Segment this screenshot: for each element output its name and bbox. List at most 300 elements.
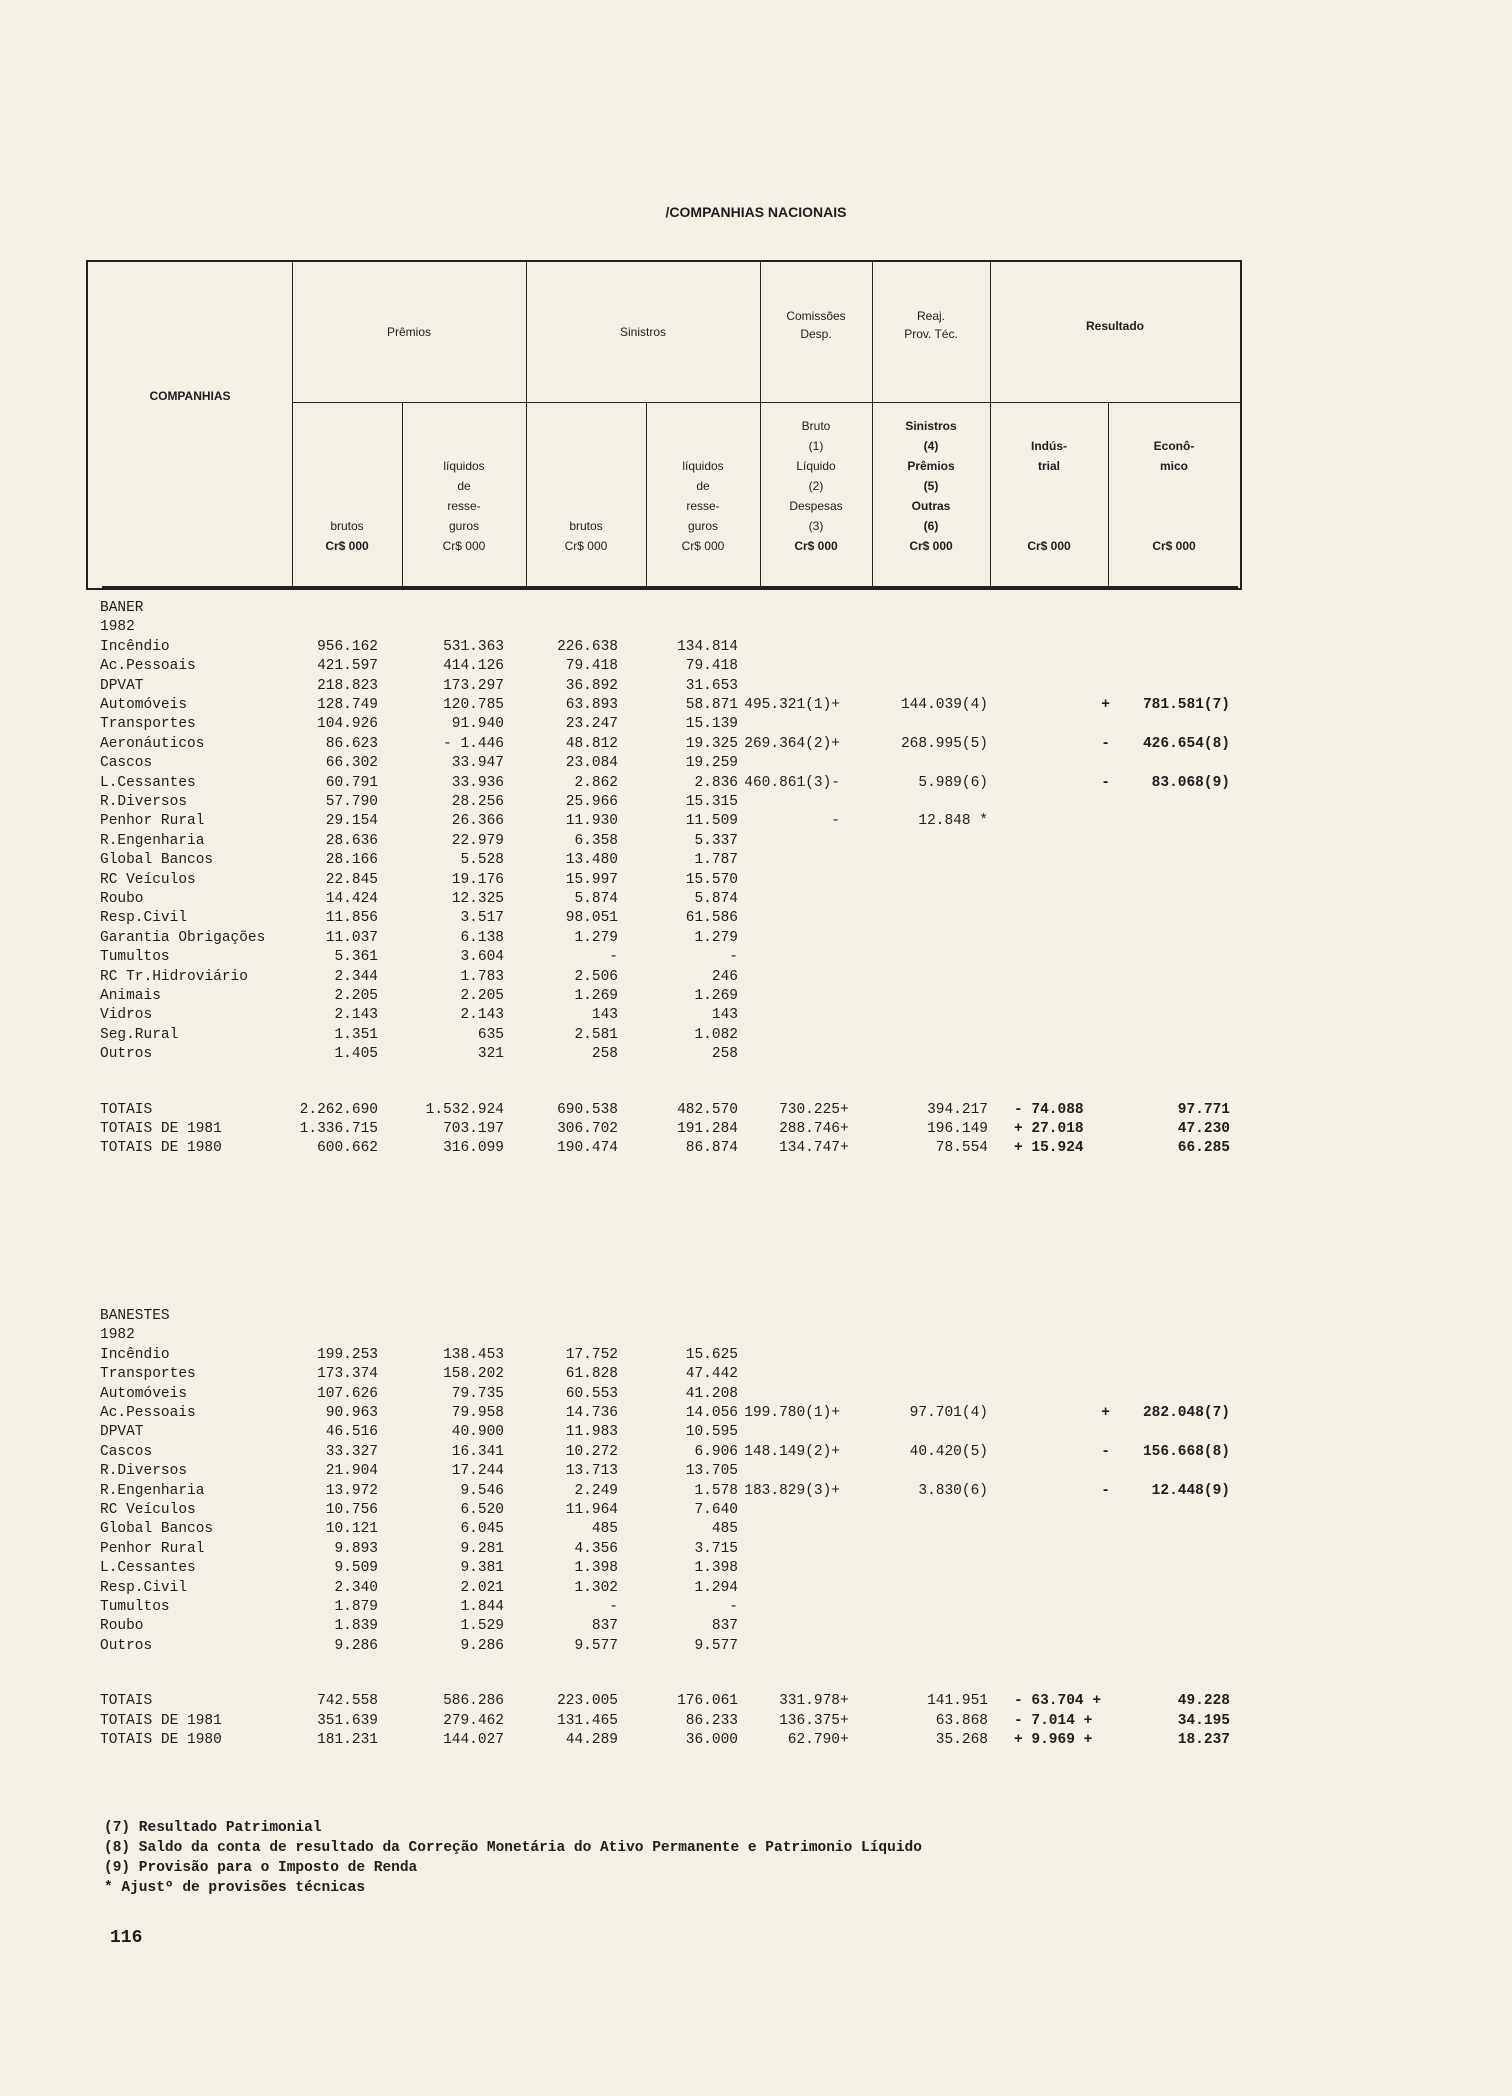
cell: 104.926 <box>317 716 378 733</box>
cell: 1.844 <box>460 1599 504 1615</box>
cell: 107.626 <box>317 1385 378 1402</box>
cell: 226.638 <box>557 638 618 655</box>
table-row <box>0 753 1512 773</box>
cell: 131.465 <box>557 1712 618 1729</box>
cell: 9.893 <box>334 1540 378 1557</box>
bruto-unit: Cr$ 000 <box>794 539 838 553</box>
cell: 16.341 <box>451 1443 504 1460</box>
line-name: Automóveis <box>100 1385 188 1402</box>
cell: 63.893 <box>565 697 618 713</box>
cell: 421.597 <box>317 658 378 675</box>
resultado-industrial: + 9.969 + <box>1014 1732 1093 1748</box>
cell: 6.045 <box>460 1521 504 1538</box>
cell: 1.279 <box>574 929 618 946</box>
sign: + <box>840 1140 849 1157</box>
line-name: Ac.Pessoais <box>100 658 196 675</box>
premios-brutos-label: brutos <box>330 519 364 533</box>
line-name: Seg.Rural <box>100 1026 179 1043</box>
cell: 191.284 <box>677 1121 738 1137</box>
cell: 19.176 <box>451 871 504 888</box>
cell: 143 <box>711 1007 738 1024</box>
cell: 40.900 <box>451 1424 504 1441</box>
cell: 3.715 <box>694 1540 738 1557</box>
table-row <box>0 850 1512 870</box>
sin-label-6: (6) <box>923 519 939 533</box>
cell: 268.995(5) <box>900 735 988 752</box>
cell: 482.570 <box>677 1101 738 1118</box>
cell: 2.205 <box>334 988 378 1004</box>
cell: 1.269 <box>574 988 618 1004</box>
cell: 156.668(8) <box>1142 1443 1230 1460</box>
cell: 2.344 <box>334 968 378 985</box>
table-row <box>0 1616 1512 1636</box>
line-name: Resp.Civil <box>100 1579 188 1596</box>
cell: 28.166 <box>325 852 378 869</box>
economico-label: Econô- mico <box>1153 439 1195 473</box>
cell: 485 <box>711 1521 738 1538</box>
cell: 23.084 <box>565 755 618 772</box>
cell: 2.143 <box>460 1007 504 1024</box>
cell: - 1.446 <box>443 735 504 752</box>
table-row <box>0 928 1512 948</box>
cell: 531.363 <box>443 638 504 655</box>
sin-label-4: (5) <box>923 479 939 493</box>
cell: 33.936 <box>451 774 504 791</box>
cell: 120.785 <box>443 697 504 713</box>
cell: 414.126 <box>443 658 504 675</box>
cell: 9.577 <box>574 1637 618 1654</box>
cell: 10.756 <box>325 1502 378 1518</box>
cell: 837 <box>711 1618 738 1635</box>
line-name: DPVAT <box>100 677 144 694</box>
cell: 2.836 <box>694 774 738 791</box>
totals-label: TOTAIS DE 1980 <box>100 1732 222 1748</box>
cell: 25.966 <box>565 794 618 810</box>
cell: 15.625 <box>685 1346 738 1363</box>
totals-row <box>0 1100 1512 1120</box>
cell: - <box>609 1599 618 1615</box>
line-name: Outros <box>100 1046 153 1063</box>
line-name: R.Engenharia <box>100 832 205 849</box>
industrial-label: Indús- trial <box>1031 439 1067 473</box>
cell: 9.286 <box>460 1637 504 1654</box>
cell: 781.581(7) <box>1142 697 1230 713</box>
cell: 394.217 <box>927 1101 988 1118</box>
table-row <box>0 1539 1512 1559</box>
cell: 3.830(6) <box>918 1482 988 1499</box>
premios-liquidos-label-1: líquidos <box>443 459 485 473</box>
cell: 86.233 <box>685 1712 738 1729</box>
cell: + <box>1101 697 1110 713</box>
bruto-label-1: Bruto <box>801 419 831 433</box>
cell: 2.262.690 <box>299 1101 378 1118</box>
cell: 79.735 <box>451 1385 504 1402</box>
cell: 600.662 <box>317 1140 378 1157</box>
table-row <box>0 1044 1512 1064</box>
table-row <box>0 1442 1512 1462</box>
cell: 11.964 <box>565 1502 618 1518</box>
cell: 44.289 <box>565 1732 618 1748</box>
cell: 13.713 <box>565 1463 618 1480</box>
cell: 6.138 <box>460 929 504 946</box>
cell: - <box>1101 1482 1110 1499</box>
cell: 1.269 <box>694 988 738 1004</box>
resultado-industrial: - 74.088 <box>1014 1101 1084 1118</box>
cell: 181.231 <box>317 1732 378 1748</box>
cell: 730.225 <box>779 1101 840 1118</box>
cell: 15.997 <box>565 871 618 888</box>
cell: 136.375 <box>779 1712 840 1729</box>
resultado-economico: 97.771 <box>1177 1101 1230 1118</box>
sinistros-brutos-unit: Cr$ 000 <box>564 539 608 553</box>
cell: 79.958 <box>451 1405 504 1421</box>
cell: 13.705 <box>685 1463 738 1480</box>
line-name: Tumultos <box>100 949 170 966</box>
sinistros-liquidos-label-4: guros <box>687 519 719 533</box>
resultado-economico: 47.230 <box>1177 1121 1230 1137</box>
cell: 196.149 <box>927 1121 988 1137</box>
cell: 5.337 <box>694 832 738 849</box>
premios-liquidos-label-4: guros <box>448 519 480 533</box>
cell: + <box>1101 1405 1110 1421</box>
table-row <box>0 831 1512 851</box>
cell: 279.462 <box>443 1712 504 1729</box>
line-name: DPVAT <box>100 1424 144 1441</box>
cell: 15.139 <box>685 716 738 733</box>
cell: 10.121 <box>325 1521 378 1538</box>
table-row <box>0 1500 1512 1520</box>
cell: 321 <box>477 1046 504 1063</box>
table-row <box>0 714 1512 734</box>
bruto-label-6: (3) <box>808 519 824 533</box>
table-row <box>0 1384 1512 1404</box>
cell: 11.037 <box>325 929 378 946</box>
cell: 19.259 <box>685 755 738 772</box>
cell: 158.202 <box>443 1366 504 1383</box>
cell: 40.420(5) <box>909 1443 988 1460</box>
cell: - <box>1101 1443 1110 1460</box>
cell: 91.940 <box>451 716 504 733</box>
table-row <box>0 889 1512 909</box>
cell: 33.327 <box>325 1443 378 1460</box>
cell: 46.516 <box>325 1424 378 1441</box>
totals-row <box>0 1711 1512 1731</box>
table-row <box>0 1461 1512 1481</box>
footnote: * Ajustº de provisões técnicas <box>104 1880 366 1896</box>
company-name: BANER <box>100 600 144 616</box>
section-company-name <box>0 1306 1512 1326</box>
premios-brutos-unit: Cr$ 000 <box>325 539 369 553</box>
company-name: BANESTES <box>100 1308 170 1324</box>
desp-header: Desp. <box>800 327 832 341</box>
table-row <box>0 1636 1512 1656</box>
cell: 2.506 <box>574 968 618 985</box>
cell: 12.325 <box>451 891 504 907</box>
table-header <box>86 260 1242 590</box>
totals-label: TOTAIS DE 1981 <box>100 1712 222 1729</box>
line-name: Ac.Pessoais <box>100 1405 196 1421</box>
resultado-economico: 34.195 <box>1177 1712 1230 1729</box>
cell: 97.701(4) <box>909 1405 988 1421</box>
sinistros-brutos-label: brutos <box>569 519 603 533</box>
cell: - <box>1101 735 1110 752</box>
cell: 144.039(4) <box>900 697 988 713</box>
sin-unit: Cr$ 000 <box>909 539 953 553</box>
cell: 17.244 <box>451 1463 504 1480</box>
cell: 33.947 <box>451 755 504 772</box>
cell: 60.553 <box>565 1385 618 1402</box>
cell: 316.099 <box>443 1140 504 1157</box>
cell: 176.061 <box>677 1693 738 1710</box>
line-name: Incêndio <box>100 1346 170 1363</box>
cell: 1.879 <box>334 1599 378 1615</box>
totals-label: TOTAIS DE 1980 <box>100 1140 222 1157</box>
cell: 134.747 <box>779 1140 840 1157</box>
cell: 15.570 <box>685 871 738 888</box>
cell: 269.364(2)+ <box>744 735 840 752</box>
cell: - <box>729 949 738 966</box>
line-name: Cascos <box>100 1443 153 1460</box>
cell: 128.749 <box>317 697 378 713</box>
cell: 90.963 <box>325 1405 378 1421</box>
table-row <box>0 734 1512 754</box>
cell: 1.787 <box>694 852 738 869</box>
cell: - <box>609 949 618 966</box>
cell: 9.381 <box>460 1560 504 1577</box>
cell: 35.268 <box>935 1732 988 1748</box>
line-name: Vidros <box>100 1007 153 1024</box>
cell: 48.812 <box>565 735 618 752</box>
line-name: Incêndio <box>100 638 170 655</box>
line-name: R.Diversos <box>100 794 188 810</box>
cell: 22.979 <box>451 832 504 849</box>
line-name: Outros <box>100 1637 153 1654</box>
cell: 1.578 <box>694 1482 738 1499</box>
section-year: 1982 <box>100 619 135 636</box>
sin-label-2: (4) <box>923 439 939 453</box>
cell: 31.653 <box>685 677 738 694</box>
resultado-header: Resultado <box>1085 319 1144 333</box>
line-name: RC Veículos <box>100 871 196 888</box>
line-name: Transportes <box>100 1366 196 1383</box>
cell: 14.424 <box>325 891 378 907</box>
cell: 3.604 <box>460 949 504 966</box>
resultado-industrial: + 15.924 <box>1014 1140 1084 1157</box>
table-row <box>0 773 1512 793</box>
cell: 2.021 <box>460 1579 504 1596</box>
cell: 21.904 <box>325 1463 378 1480</box>
cell: 78.554 <box>935 1140 988 1157</box>
cell: 837 <box>591 1618 618 1635</box>
footnote: (7) Resultado Patrimonial <box>104 1820 322 1836</box>
totals-row <box>0 1730 1512 1750</box>
bruto-label-4: (2) <box>808 479 824 493</box>
line-name: L.Cessantes <box>100 1560 196 1577</box>
cell: - <box>831 813 840 830</box>
cell: 86.623 <box>325 735 378 752</box>
totals-label: TOTAIS <box>100 1101 153 1118</box>
cell: 173.297 <box>443 677 504 694</box>
economico-unit: Cr$ 000 <box>1152 539 1196 553</box>
totals-row <box>0 1119 1512 1139</box>
sign: + <box>840 1693 849 1710</box>
cell: 29.154 <box>325 813 378 830</box>
footnote: (9) Provisão para o Imposto de Renda <box>104 1860 418 1876</box>
cell: 62.790 <box>787 1732 840 1748</box>
cell: 36.892 <box>565 677 618 694</box>
totals-label: TOTAIS DE 1981 <box>100 1121 222 1137</box>
line-name: R.Engenharia <box>100 1482 205 1499</box>
cell: 3.517 <box>460 910 504 927</box>
table-row <box>0 1422 1512 1442</box>
cell: 218.823 <box>317 677 378 694</box>
bruto-label-2: (1) <box>808 439 824 453</box>
cell: 742.558 <box>317 1693 378 1710</box>
prov-tec-header: Prov. Téc. <box>904 327 958 341</box>
cell: 258 <box>711 1046 738 1063</box>
table-row <box>0 637 1512 657</box>
cell: 28.256 <box>451 794 504 810</box>
line-name: Global Bancos <box>100 852 214 869</box>
table-row <box>0 1519 1512 1539</box>
cell: 61.586 <box>685 910 738 927</box>
cell: 1.398 <box>574 1560 618 1577</box>
sign: + <box>840 1712 849 1729</box>
cell: 2.862 <box>574 774 618 791</box>
cell: 11.509 <box>685 813 738 830</box>
bruto-label-3: Líquido <box>796 459 836 473</box>
table-row <box>0 1364 1512 1384</box>
cell: 47.442 <box>685 1366 738 1383</box>
table-row <box>0 1578 1512 1598</box>
cell: 1.294 <box>694 1579 738 1596</box>
premios-liquidos-unit: Cr$ 000 <box>442 539 486 553</box>
cell: 61.828 <box>565 1366 618 1383</box>
cell: 1.529 <box>460 1618 504 1635</box>
table-row <box>0 1481 1512 1501</box>
cell: 22.845 <box>325 871 378 888</box>
cell: 138.453 <box>443 1346 504 1363</box>
resultado-economico: 49.228 <box>1177 1693 1230 1710</box>
sinistros-header: Sinistros <box>619 325 666 339</box>
line-name: Roubo <box>100 891 144 907</box>
cell: 690.538 <box>557 1101 618 1118</box>
cell: 485 <box>591 1521 618 1538</box>
cell: 2.205 <box>460 988 504 1004</box>
line-name: Tumultos <box>100 1599 170 1615</box>
cell: 12.848 * <box>918 813 988 830</box>
reaj-header: Reaj. <box>916 309 945 323</box>
header-rule <box>102 586 1238 588</box>
sinistros-liquidos-label-2: de <box>696 479 710 493</box>
cell: 15.315 <box>685 794 738 810</box>
premios-liquidos-label-3: resse- <box>447 499 481 513</box>
cell: 246 <box>711 968 738 985</box>
cell: 956.162 <box>317 638 378 655</box>
cell: 173.374 <box>317 1366 378 1383</box>
sin-label-3: Prêmios <box>907 459 955 473</box>
cell: 2.340 <box>334 1579 378 1596</box>
line-name: Animais <box>100 988 161 1004</box>
cell: 1.082 <box>694 1026 738 1043</box>
cell: 134.814 <box>677 638 738 655</box>
companhias-header: COMPANHIAS <box>149 389 231 403</box>
cell: 19.325 <box>685 735 738 752</box>
cell: 7.640 <box>694 1502 738 1518</box>
cell: 141.951 <box>927 1693 988 1710</box>
cell: 12.448(9) <box>1151 1482 1230 1499</box>
cell: 10.595 <box>685 1424 738 1441</box>
resultado-economico: 18.237 <box>1177 1732 1230 1748</box>
section-year: 1982 <box>100 1327 135 1344</box>
cell: 1.398 <box>694 1560 738 1577</box>
cell: 258 <box>591 1046 618 1063</box>
line-name: Transportes <box>100 716 196 733</box>
cell: 11.856 <box>325 910 378 927</box>
section-company-name <box>0 598 1512 618</box>
resultado-industrial: - 63.704 + <box>1014 1693 1102 1710</box>
cell: 2.143 <box>334 1007 378 1024</box>
bruto-label-5: Despesas <box>789 499 843 513</box>
table-row <box>0 1558 1512 1578</box>
cell: 586.286 <box>443 1693 504 1710</box>
sinistros-liquidos-label-3: resse- <box>686 499 720 513</box>
cell: 199.780(1)+ <box>744 1405 840 1421</box>
table-row <box>0 947 1512 967</box>
line-name: Penhor Rural <box>100 1540 205 1557</box>
page-number: 116 <box>110 1928 143 1948</box>
resultado-industrial: + 27.018 <box>1014 1121 1084 1137</box>
comissoes-header: Comissões <box>786 309 846 323</box>
table-row <box>0 811 1512 831</box>
cell: 426.654(8) <box>1142 735 1230 752</box>
table-row <box>0 870 1512 890</box>
footnotes <box>104 1818 922 1898</box>
cell: 495.321(1)+ <box>744 697 840 713</box>
cell: 6.520 <box>460 1502 504 1518</box>
cell: 144.027 <box>443 1732 504 1748</box>
table-row <box>0 1005 1512 1025</box>
line-name: Garantia Obrigações <box>100 929 266 946</box>
cell: 2.249 <box>574 1482 618 1499</box>
cell: 6.358 <box>574 832 618 849</box>
cell: 79.418 <box>565 658 618 675</box>
cell: 223.005 <box>557 1693 618 1710</box>
section-year <box>0 617 1512 637</box>
table-row <box>0 1025 1512 1045</box>
cell: 1.351 <box>334 1026 378 1043</box>
cell: 5.874 <box>574 891 618 907</box>
cell: 183.829(3)+ <box>744 1482 840 1499</box>
cell: 1.302 <box>574 1579 618 1596</box>
line-name: Aeronáuticos <box>100 735 205 752</box>
cell: 17.752 <box>565 1346 618 1363</box>
premios-liquidos-label-2: de <box>457 479 471 493</box>
cell: 11.930 <box>565 813 618 830</box>
totals-label: TOTAIS <box>100 1693 153 1710</box>
cell: 5.528 <box>460 852 504 869</box>
cell: 282.048(7) <box>1142 1405 1230 1421</box>
resultado-industrial: - 7.014 + <box>1014 1712 1093 1729</box>
page-title: /COMPANHIAS NACIONAIS <box>665 204 847 220</box>
cell: 5.989(6) <box>918 774 988 791</box>
line-name: R.Diversos <box>100 1463 188 1480</box>
table-row <box>0 656 1512 676</box>
cell: 2.581 <box>574 1026 618 1043</box>
cell: 288.746 <box>779 1121 840 1137</box>
cell: 1.532.924 <box>425 1101 504 1118</box>
cell: 57.790 <box>325 794 378 810</box>
